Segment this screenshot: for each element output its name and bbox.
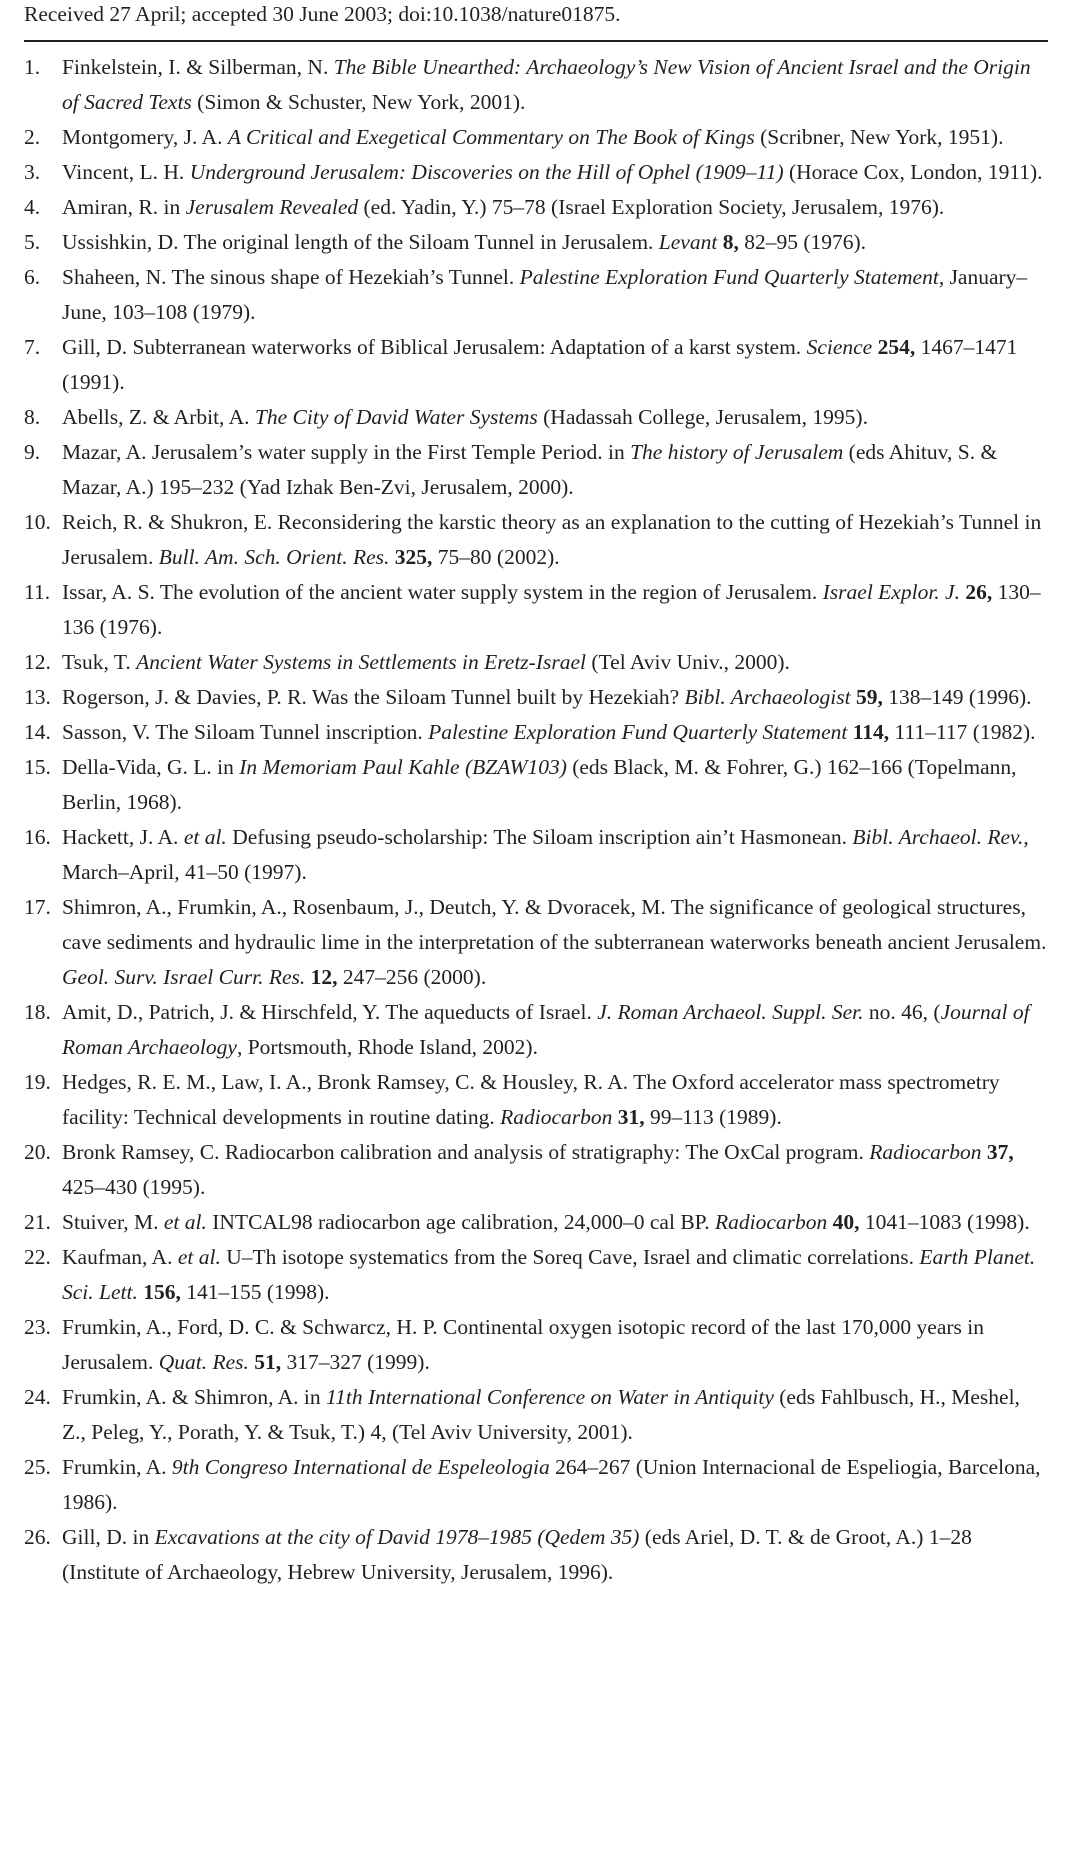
reference-text: Shimron, A., Frumkin, A., Rosenbaum, J., Deutch, Y. & Dvoracek, M. The significance of geological structures, cave sediments and hydraulic lime in the interpretation of the subterranean waterworks beneath ancient Jerusalem. (62, 895, 1047, 954)
italic-text: The Bible Unearthed: Archaeology’s New Vision of Ancient Israel and the Origin of Sacred Texts (62, 55, 1031, 114)
italic-text: Earth Planet. Sci. Lett. (62, 1245, 1036, 1304)
reference-number: 13. (24, 685, 51, 709)
volume-number: 31, (617, 1105, 645, 1129)
reference-item (24, 575, 1048, 645)
reference-item (24, 330, 1048, 400)
italic-text: Palestine Exploration Fund Quarterly Statement (428, 720, 848, 744)
reference-text: 264–267 (Union Internacional de Espeliogia, Barcelona, 1986). (62, 1455, 1041, 1514)
italic-text: Jerusalem Revealed (185, 195, 359, 219)
italic-text: Levant (658, 230, 718, 254)
reference-text: Montgomery, J. A. (62, 125, 228, 149)
italic-text: et al. (163, 1210, 207, 1234)
reference-text: (eds Fahlbusch, H., Meshel, Z., Peleg, Y., Porath, Y. & Tsuk, T.) 4, (Tel Aviv University, 2001). (62, 1385, 1020, 1444)
reference-text: , March–April, 41–50 (1997). (62, 825, 1029, 884)
reference-number: 6. (24, 265, 41, 289)
reference-number: 7. (24, 335, 41, 359)
reference-item (24, 260, 1048, 330)
volume-number: 325, (394, 545, 433, 569)
italic-text: Bibl. Archaeol. Rev. (852, 825, 1024, 849)
reference-text: 138–149 (1996). (882, 685, 1032, 709)
section-divider (24, 40, 1048, 42)
reference-text: (Tel Aviv Univ., 2000). (585, 650, 790, 674)
volume-number: 12, (310, 965, 338, 989)
italic-text: Radiocarbon (869, 1140, 982, 1164)
reference-text: , January–June, 103–108 (1979). (62, 265, 1028, 324)
volume-number: 40, (832, 1210, 860, 1234)
reference-text: 111–117 (1982). (889, 720, 1036, 744)
reference-text: 130–136 (1976). (62, 580, 1041, 639)
reference-text: Amit, D., Patrich, J. & Hirschfeld, Y. The aqueducts of Israel. (62, 1000, 598, 1024)
reference-number: 24. (24, 1385, 51, 1409)
reference-text: 75–80 (2002). (432, 545, 560, 569)
reference-text: Amiran, R. in (62, 195, 186, 219)
reference-text: 99–113 (1989). (644, 1105, 782, 1129)
italic-text: Excavations at the city of David 1978–1985 (Qedem 35) (154, 1525, 640, 1549)
reference-number: 8. (24, 405, 41, 429)
reference-text: 425–430 (1995). (62, 1175, 206, 1199)
reference-text: 317–327 (1999). (281, 1350, 430, 1374)
reference-number: 10. (24, 510, 51, 534)
reference-text: no. 46, ( (863, 1000, 941, 1024)
reference-text: Abells, Z. & Arbit, A. (62, 405, 255, 429)
received-accepted-line: Received 27 April; accepted 30 June 2003; doi:10.1038/nature01875. (24, 2, 621, 26)
italic-text: The history of Jerusalem (630, 440, 844, 464)
reference-item (24, 680, 1048, 715)
reference-item (24, 120, 1048, 155)
reference-item (24, 190, 1048, 225)
reference-text: Issar, A. S. The evolution of the ancient water supply system in the region of Jerusalem. (62, 580, 823, 604)
italic-text: In Memoriam Paul Kahle (BZAW103) (239, 755, 567, 779)
reference-item (24, 225, 1048, 260)
italic-text: The City of David Water Systems (254, 405, 538, 429)
italic-text: Bull. Am. Sch. Orient. Res. (158, 545, 390, 569)
reference-text: (Scribner, New York, 1951). (754, 125, 1004, 149)
reference-list (24, 50, 1048, 1590)
reference-item (24, 155, 1048, 190)
reference-number: 3. (24, 160, 41, 184)
italic-text: Journal of Roman Archaeology (62, 1000, 1030, 1059)
reference-text: Gill, D. Subterranean waterworks of Biblical Jerusalem: Adaptation of a karst system. (62, 335, 807, 359)
reference-text: Reich, R. & Shukron, E. Reconsidering the karstic theory as an explanation to the cutting of Hezekiah’s Tunnel in Jerusalem. (62, 510, 1042, 569)
italic-text: Underground Jerusalem: Discoveries on the Hill of Ophel (1909–11) (189, 160, 784, 184)
reference-number: 5. (24, 230, 41, 254)
reference-number: 9. (24, 440, 41, 464)
reference-number: 11. (24, 580, 51, 604)
italic-text: Science (806, 335, 873, 359)
reference-item (24, 1450, 1048, 1520)
reference-text: (Simon & Schuster, New York, 2001). (191, 90, 526, 114)
reference-item (24, 715, 1048, 750)
reference-number: 16. (24, 825, 51, 849)
reference-item (24, 400, 1048, 435)
reference-number: 22. (24, 1245, 51, 1269)
reference-item (24, 1310, 1048, 1380)
reference-text: (ed. Yadin, Y.) 75–78 (Israel Exploration Society, Jerusalem, 1976). (358, 195, 945, 219)
italic-text: 11th International Conference on Water in Antiquity (326, 1385, 774, 1409)
italic-text: et al. (183, 825, 227, 849)
reference-item (24, 505, 1048, 575)
reference-text: Frumkin, A., Ford, D. C. & Schwarcz, H. P. Continental oxygen isotopic record of the last 170,000 years in Jerusalem. (62, 1315, 984, 1374)
volume-number: 59, (855, 685, 883, 709)
reference-text: Ussishkin, D. The original length of the Siloam Tunnel in Jerusalem. (62, 230, 659, 254)
reference-text: Hedges, R. E. M., Law, I. A., Bronk Ramsey, C. & Housley, R. A. The Oxford accelerator mass spectrometry facility: Technical developments in routine dating. (62, 1070, 1000, 1129)
italic-text: Palestine Exploration Fund Quarterly Statement (519, 265, 939, 289)
italic-text: J. Roman Archaeol. Suppl. Ser. (597, 1000, 864, 1024)
reference-number: 25. (24, 1455, 51, 1479)
reference-text: Hackett, J. A. (62, 825, 184, 849)
reference-text: Finkelstein, I. & Silberman, N. (62, 55, 334, 79)
reference-item (24, 1380, 1048, 1450)
reference-number: 23. (24, 1315, 51, 1339)
reference-item (24, 1205, 1048, 1240)
italic-text: Radiocarbon (714, 1210, 828, 1234)
italic-text: Quat. Res. (158, 1350, 249, 1374)
volume-number: 37, (986, 1140, 1014, 1164)
reference-text: Defusing pseudo-scholarship: The Siloam inscription ain’t Hasmonean. (226, 825, 853, 849)
reference-item (24, 890, 1048, 995)
volume-number: 114, (852, 720, 890, 744)
reference-number: 19. (24, 1070, 51, 1094)
reference-text: 247–256 (2000). (337, 965, 487, 989)
reference-number: 2. (24, 125, 41, 149)
reference-number: 4. (24, 195, 41, 219)
reference-text: Stuiver, M. (62, 1210, 164, 1234)
reference-text: 82–95 (1976). (738, 230, 867, 254)
italic-text: Radiocarbon (500, 1105, 613, 1129)
reference-item (24, 995, 1048, 1065)
reference-number: 12. (24, 650, 51, 674)
reference-text: Della-Vida, G. L. in (62, 755, 240, 779)
reference-text: Shaheen, N. The sinous shape of Hezekiah’s Tunnel. (62, 265, 520, 289)
reference-item (24, 750, 1048, 820)
reference-number: 14. (24, 720, 51, 744)
reference-number: 15. (24, 755, 51, 779)
reference-text: Vincent, L. H. (62, 160, 190, 184)
volume-number: 26, (965, 580, 993, 604)
reference-item (24, 820, 1048, 890)
reference-number: 1. (24, 55, 41, 79)
italic-text: Bibl. Archaeologist (684, 685, 851, 709)
reference-text: Kaufman, A. (62, 1245, 178, 1269)
reference-number: 17. (24, 895, 51, 919)
reference-text: , Portsmouth, Rhode Island, 2002). (236, 1035, 538, 1059)
reference-item (24, 435, 1048, 505)
reference-text: (Hadassah College, Jerusalem, 1995). (537, 405, 868, 429)
reference-text: Frumkin, A. & Shimron, A. in (62, 1385, 327, 1409)
italic-text: A Critical and Exegetical Commentary on The Book of Kings (227, 125, 755, 149)
reference-item (24, 1135, 1048, 1205)
reference-text: Gill, D. in (62, 1525, 155, 1549)
reference-text: Rogerson, J. & Davies, P. R. Was the Siloam Tunnel built by Hezekiah? (62, 685, 685, 709)
reference-text: Tsuk, T. (62, 650, 137, 674)
reference-text: (eds Black, M. & Fohrer, G.) 162–166 (Topelmann, Berlin, 1968). (62, 755, 1017, 814)
italic-text: et al. (177, 1245, 221, 1269)
volume-number: 8, (722, 230, 739, 254)
reference-item (24, 50, 1048, 120)
reference-text: 1041–1083 (1998). (859, 1210, 1030, 1234)
volume-number: 51, (254, 1350, 282, 1374)
reference-text: (Horace Cox, London, 1911). (783, 160, 1043, 184)
reference-number: 26. (24, 1525, 51, 1549)
volume-number: 156, (143, 1280, 181, 1304)
reference-text: U–Th isotope systematics from the Soreq Cave, Israel and climatic correlations. (220, 1245, 920, 1269)
volume-number: 254, (877, 335, 916, 359)
reference-item (24, 1240, 1048, 1310)
reference-item (24, 1520, 1048, 1590)
italic-text: Geol. Surv. Israel Curr. Res. (62, 965, 306, 989)
reference-number: 20. (24, 1140, 51, 1164)
reference-text: INTCAL98 radiocarbon age calibration, 24,000–0 cal BP. (206, 1210, 715, 1234)
reference-number: 21. (24, 1210, 51, 1234)
reference-text: (eds Ahituv, S. & Mazar, A.) 195–232 (Yad Izhak Ben-Zvi, Jerusalem, 2000). (62, 440, 998, 499)
reference-text: Mazar, A. Jerusalem’s water supply in the First Temple Period. in (62, 440, 631, 464)
reference-item (24, 645, 1048, 680)
reference-text: (eds Ariel, D. T. & de Groot, A.) 1–28 (Institute of Archaeology, Hebrew University, Jerusalem, 1996). (62, 1525, 972, 1584)
reference-text: Bronk Ramsey, C. Radiocarbon calibration and analysis of stratigraphy: The OxCal program. (62, 1140, 870, 1164)
italic-text: 9th Congreso International de Espeleologia (171, 1455, 550, 1479)
italic-text: Israel Explor. J. (822, 580, 960, 604)
reference-item (24, 1065, 1048, 1135)
italic-text: Ancient Water Systems in Settlements in Eretz-Israel (136, 650, 586, 674)
reference-text: 141–155 (1998). (180, 1280, 330, 1304)
reference-text: 1467–1471 (1991). (62, 335, 1018, 394)
reference-text: Frumkin, A. (62, 1455, 172, 1479)
reference-text: Sasson, V. The Siloam Tunnel inscription. (62, 720, 429, 744)
reference-number: 18. (24, 1000, 51, 1024)
